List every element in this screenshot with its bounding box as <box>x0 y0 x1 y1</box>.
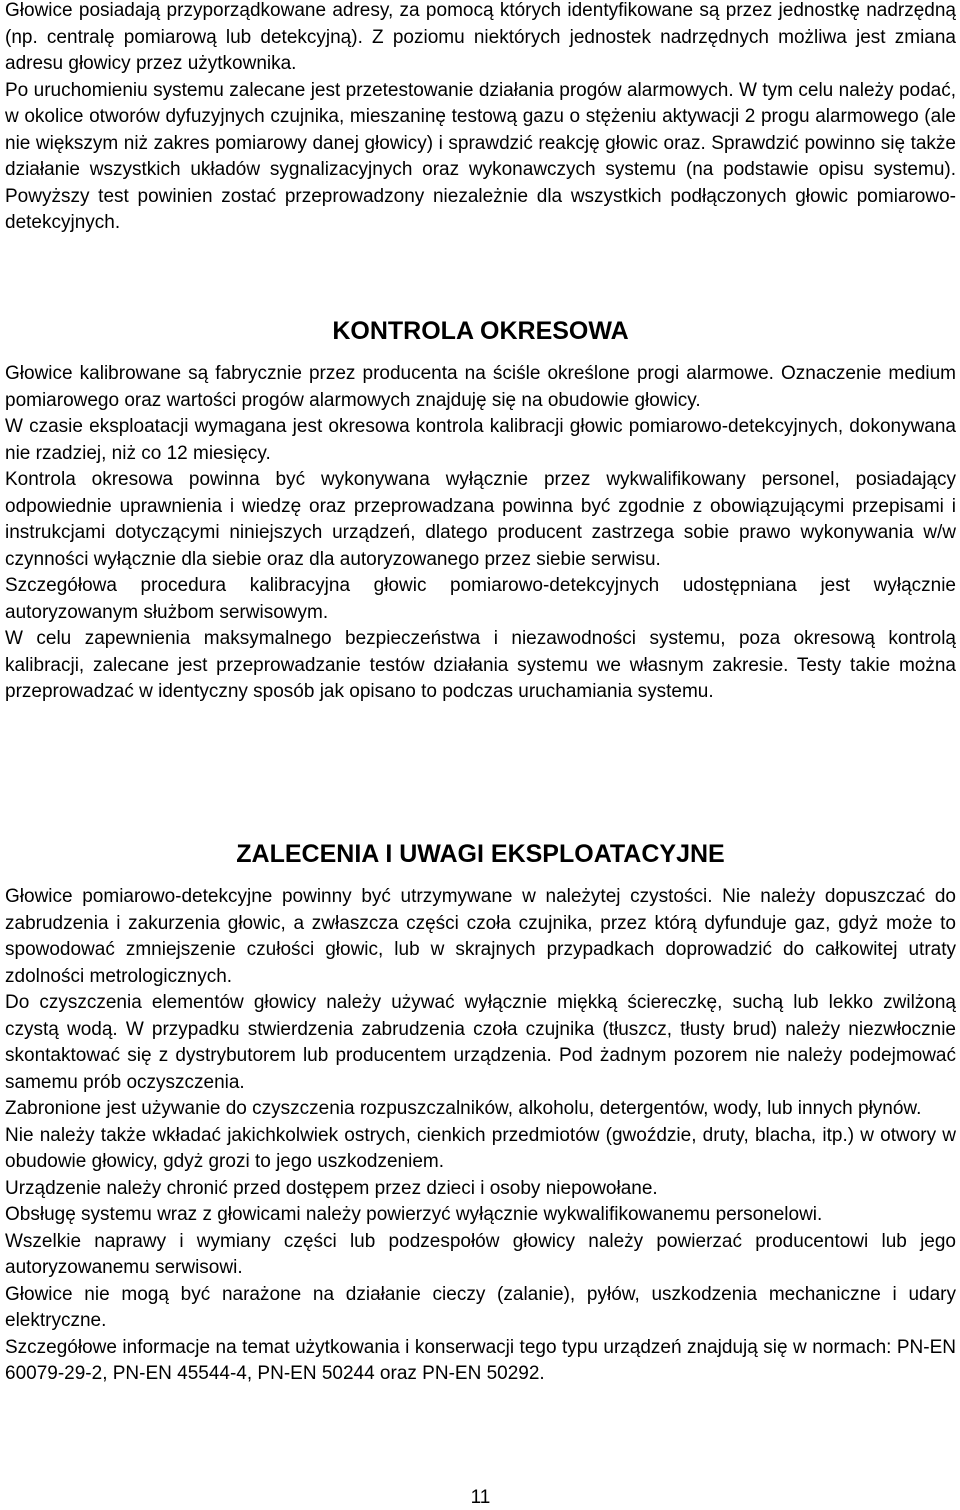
paragraph: Głowice kalibrowane są fabrycznie przez producenta na ściśle określone progi alarmowe. Oznaczenie medium pomiarowego oraz wartości progów alarmowych znajduję się na obudowie głowicy. <box>5 363 956 411</box>
section-zalecenia <box>5 884 956 1388</box>
intro-block <box>5 0 956 237</box>
paragraph: Wszelkie naprawy i wymiany części lub podzespołów głowicy należy powierzać producentowi lub jego autoryzowanemu serwisowi. <box>5 1230 956 1278</box>
paragraph: Nie należy także wkładać jakichkolwiek ostrych, cienkich przedmiotów (gwoździe, druty, blacha, itp.) w otwory w obudowie głowicy, gdyż grozi to jego uszkodzeniem. <box>5 1124 956 1172</box>
section-heading-kontrola-okresowa: KONTROLA OKRESOWA <box>332 317 629 345</box>
page-number: 11 <box>470 1487 491 1508</box>
paragraph: Głowice pomiarowo-detekcyjne powinny być utrzymywane w należytej czystości. Nie należy dopuszczać do zabrudzenia i zakurzenia głowic, a zwłaszcza części czoła czujnika, przez którą dyfunduje gaz, gdyż może to spowodować zmniejszenie czułości głowic, lub w skrajnych przypadkach doprowadzić do całkowitej utraty zdolności metrologicznych. <box>5 886 956 987</box>
paragraph: Obsługę systemu wraz z głowicami należy powierzyć wyłącznie wykwalifikowanemu personelowi. <box>5 1204 823 1225</box>
section-heading-zalecenia: ZALECENIA I UWAGI EKSPLOATACYJNE <box>236 840 725 868</box>
paragraph: Zabronione jest używanie do czyszczenia rozpuszczalników, alkoholu, detergentów, wody, lub innych płynów. <box>5 1098 922 1119</box>
paragraph: Głowice nie mogą być narażone na działanie cieczy (zalanie), pyłów, uszkodzenia mechaniczne i udary elektryczne. <box>5 1283 956 1331</box>
paragraph: W celu zapewnienia maksymalnego bezpieczeństwa i niezawodności systemu, poza okresową kontrolą kalibracji, zalecane jest przeprowadzanie testów działania systemu we własnym zakresie. Testy takie można przeprowadzać w identyczny sposób jak opisano to podczas uruchamiania systemu. <box>5 628 956 702</box>
paragraph: Głowice posiadają przyporządkowane adresy, za pomocą których identyfikowane są przez jednostkę nadrzędną (np. centralę pomiarową lub detekcyjną). Z poziomu niektórych jednostek nadrzędnych możliwa jest zmiana adresu głowicy przez użytkownika. <box>5 0 956 74</box>
paragraph: Szczegółowe informacje na temat użytkowania i konserwacji tego typu urządzeń znajdują się w normach: PN-EN 60079-29-2, PN-EN 45544-4, PN-EN 50244 oraz PN-EN 50292. <box>5 1336 956 1384</box>
section-kontrola-okresowa <box>5 361 956 706</box>
paragraph: Do czyszczenia elementów głowicy należy używać wyłącznie miękką ściereczkę, suchą lub lekko zwilżoną czystą wodą. W przypadku stwierdzenia zabrudzenia czoła czujnika (tłuszcz, tłusty brud) należy niezwłocznie skontaktować się z dystrybutorem lub producentem urządzenia. Pod żadnym pozorem nie należy podejmować samemu prób oczyszczenia. <box>5 992 956 1093</box>
paragraph: Kontrola okresowa powinna być wykonywana wyłącznie przez wykwalifikowany personel, posiadający odpowiednie uprawnienia i wiedzę oraz przeprowadzana powinna być zgodnie z obowiązującymi przepisami i instrukcjami dotyczącymi niniejszych urządzeń, dlatego producent zastrzega sobie prawo wykonywania w/w czynności wyłącznie dla siebie oraz dla autoryzowanego przez siebie serwisu. <box>5 469 956 570</box>
paragraph: W czasie eksploatacji wymagana jest okresowa kontrola kalibracji głowic pomiarowo-detekcyjnych, dokonywana nie rzadziej, niż co 12 miesięcy. <box>5 416 956 464</box>
paragraph: Po uruchomieniu systemu zalecane jest przetestowanie działania progów alarmowych. W tym celu należy podać, w okolice otworów dyfuzyjnych czujnika, mieszaninę testową gazu o stężeniu aktywacji 2 progu alarmowego (ale nie większym niż zakres pomiarowy danej głowicy) i sprawdzić reakcję głowic oraz. Sprawdzić powinno się także działanie wszystkich układów sygnalizacyjnych oraz wykonawczych systemu (na podstawie opisu systemu). Powyższy test powinien zostać przeprowadzony niezależnie dla wszystkich podłączonych głowic pomiarowo-detekcyjnych. <box>5 79 956 233</box>
paragraph: Szczegółowa procedura kalibracyjna głowic pomiarowo-detekcyjnych udostępniana jest wyłącznie autoryzowanym służbom serwisowym. <box>5 575 956 623</box>
paragraph: Urządzenie należy chronić przed dostępem przez dzieci i osoby niepowołane. <box>5 1177 658 1199</box>
